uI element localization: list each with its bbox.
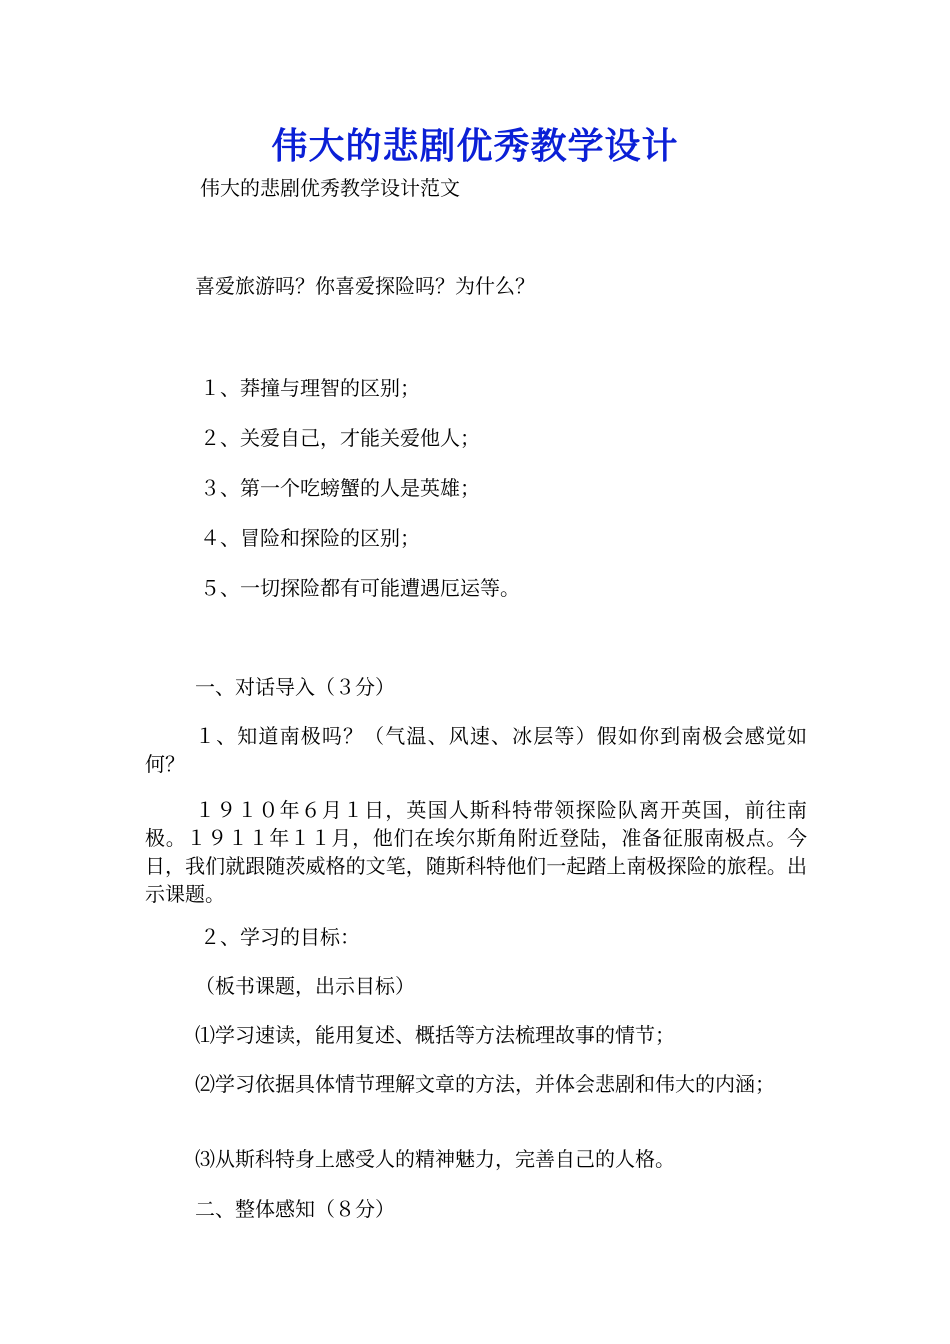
section-heading-2: 二、整体感知（８分） — [195, 1197, 395, 1221]
learning-goal: ⑴学习速读，能用复述、概括等方法梳理故事的情节； — [195, 1023, 675, 1047]
history-paragraph: １９１０年６月１日，英国人斯科特带领探险队离开英国，前往南极。１９１１年１１月，他们在埃尔斯角附近登陆，准备征服南极点。今日，我们就跟随茨威格的文笔，随斯科特他们一起踏上南极探险的旅程。出示课题。 — [145, 798, 807, 906]
discussion-point: ２、关爱自己，才能关爱他人； — [200, 426, 480, 450]
discussion-point: １、莽撞与理智的区别； — [200, 376, 420, 400]
section1-item-2: ２、学习的目标： — [200, 925, 360, 949]
discussion-point: ４、冒险和探险的区别； — [200, 526, 420, 550]
discussion-point: ３、第一个吃螃蟹的人是英雄； — [200, 476, 480, 500]
document-title: 伟大的悲剧优秀教学设计 — [271, 126, 679, 167]
learning-goal: ⑶从斯科特身上感受人的精神魅力，完善自己的人格。 — [195, 1147, 675, 1171]
section-heading-1: 一、对话导入（３分） — [195, 675, 395, 699]
discussion-point: ５、一切探险都有可能遭遇厄运等。 — [200, 576, 520, 600]
learning-goal: ⑵学习依据具体情节理解文章的方法，并体会悲剧和伟大的内涵； — [195, 1072, 775, 1096]
intro-question: 喜爱旅游吗？你喜爱探险吗？为什么？ — [195, 274, 535, 298]
board-note: （板书课题，出示目标） — [195, 974, 415, 998]
document-subtitle: 伟大的悲剧优秀教学设计范文 — [200, 176, 460, 200]
section1-item-1: １、知道南极吗？（气温、风速、冰层等）假如你到南极会感觉如何？ — [145, 724, 807, 776]
